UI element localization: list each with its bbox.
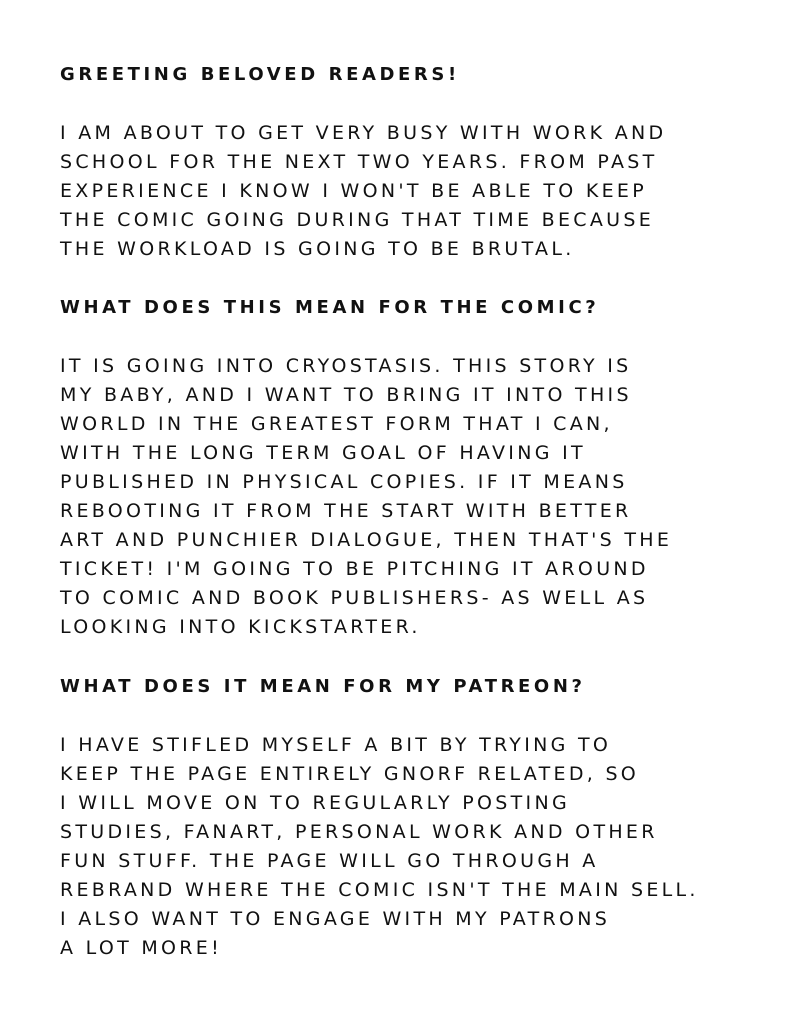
paragraph-line: LOOKING INTO KICKSTARTER.	[60, 616, 421, 638]
paragraph-line: KEEP THE PAGE ENTIRELY GNORF RELATED, SO	[60, 763, 640, 785]
paragraph-line: I HAVE STIFLED MYSELF A BIT BY TRYING TO	[60, 734, 612, 756]
paragraph-line: THE COMIC GOING DURING THAT TIME BECAUSE	[60, 209, 655, 231]
paragraph-line: STUDIES, FANART, PERSONAL WORK AND OTHER	[60, 821, 658, 843]
paragraph-line: I AM ABOUT TO GET VERY BUSY WITH WORK AND	[60, 122, 667, 144]
paragraph-line: PUBLISHED IN PHYSICAL COPIES. IF IT MEANS	[60, 471, 628, 493]
paragraph-line: FUN STUFF. THE PAGE WILL GO THROUGH A	[60, 850, 599, 872]
paragraph-line: ART AND PUNCHIER DIALOGUE, THEN THAT'S THE	[60, 529, 673, 551]
greeting-heading: GREETING BELOVED READERS!	[60, 64, 460, 85]
paragraph-line: I WILL MOVE ON TO REGULARLY POSTING	[60, 792, 570, 814]
paragraph-line: IT IS GOING INTO CRYOSTASIS. THIS STORY IS	[60, 355, 632, 377]
paragraph-line: REBRAND WHERE THE COMIC ISN'T THE MAIN SELL.	[60, 879, 699, 901]
paragraph-line: SCHOOL FOR THE NEXT TWO YEARS. FROM PAST	[60, 151, 658, 173]
comic-section-heading: WHAT DOES THIS MEAN FOR THE COMIC?	[60, 297, 600, 318]
paragraph-line: THE WORKLOAD IS GOING TO BE BRUTAL.	[60, 238, 575, 260]
paragraph-line: WITH THE LONG TERM GOAL OF HAVING IT	[60, 442, 586, 464]
patreon-section-heading: WHAT DOES IT MEAN FOR MY PATREON?	[60, 676, 586, 697]
paragraph-line: TICKET! I'M GOING TO BE PITCHING IT AROUND	[60, 558, 649, 580]
paragraph-line: A LOT MORE!	[60, 937, 223, 959]
paragraph-line: REBOOTING IT FROM THE START WITH BETTER	[60, 500, 632, 522]
paragraph-line: TO COMIC AND BOOK PUBLISHERS- AS WELL AS	[60, 587, 649, 609]
paragraph-line: MY BABY, AND I WANT TO BRING IT INTO THIS	[60, 384, 632, 406]
paragraph-line: EXPERIENCE I KNOW I WON'T BE ABLE TO KEEP	[60, 180, 647, 202]
paragraph-line: WORLD IN THE GREATEST FORM THAT I CAN,	[60, 413, 613, 435]
paragraph-line: I ALSO WANT TO ENGAGE WITH MY PATRONS	[60, 908, 611, 930]
